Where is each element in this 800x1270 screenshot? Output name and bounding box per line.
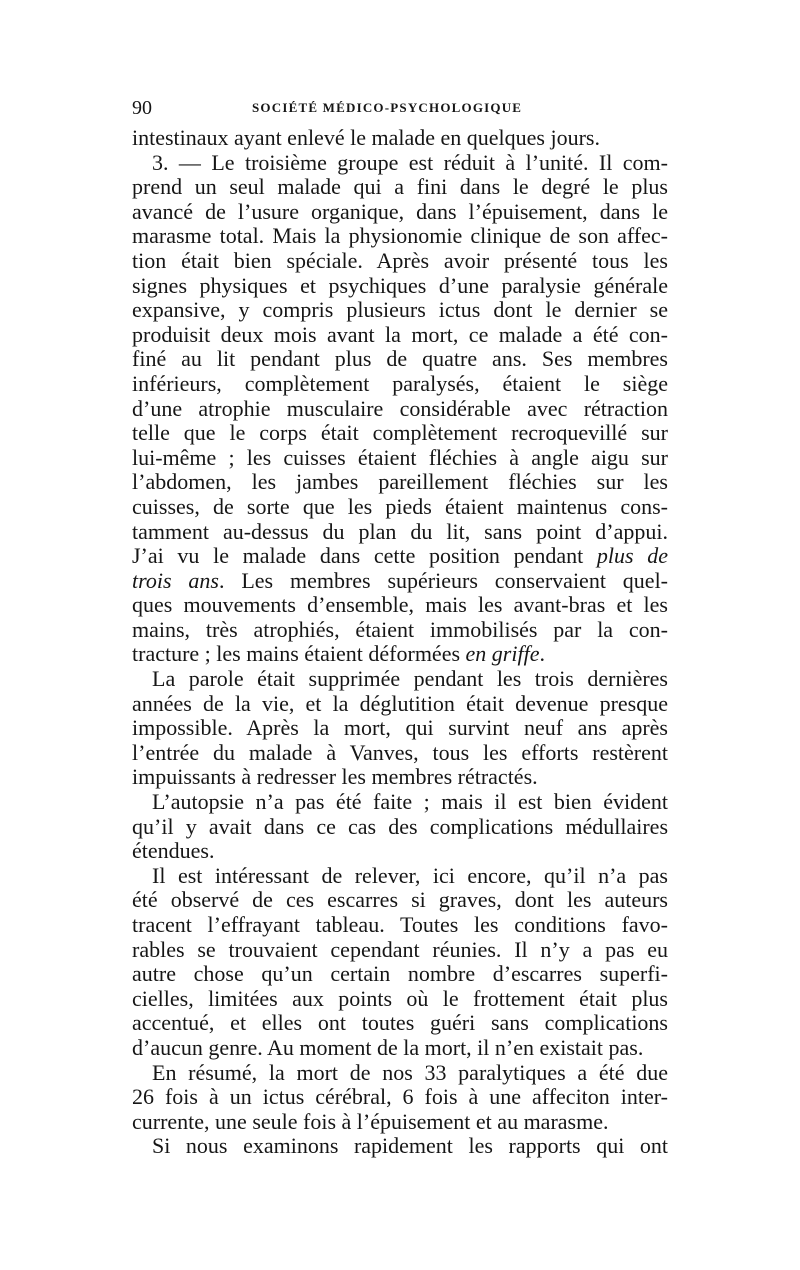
text-line-main: d’aucun genre. Au moment de la mort, il n’en existait pas. (132, 1034, 644, 1060)
text-line-main: cielles, limitées aux points où le frottement était plus (132, 985, 668, 1011)
text-line (132, 495, 668, 520)
text-line (132, 274, 668, 299)
text-line-main: L’autopsie n’a pas été faite ; mais il est bien évident (152, 789, 668, 815)
text-line-main: Il est intéressant de relever, ici encore, qu’il n’a pas (152, 862, 668, 888)
book-page (132, 94, 668, 1159)
text-line (132, 126, 668, 151)
text-line (132, 446, 668, 471)
text-line-main: signes physiques et psychiques d’une paralysie générale (132, 272, 668, 298)
text-line (132, 372, 668, 397)
text-line-main: autre chose qu’un certain nombre d’escarres superfi- (132, 961, 668, 987)
text-line-main: Si nous examinons rapidement les rapports qui ont (152, 1133, 668, 1159)
text-line (132, 421, 668, 446)
text-line (132, 298, 668, 323)
text-line-main: d’une atrophie musculaire considérable avec rétraction (132, 395, 668, 421)
text-line (132, 347, 668, 372)
italic-text: plus de (596, 543, 668, 569)
text-line-main: accentué, et elles ont toutes guéri sans complications (132, 1010, 668, 1036)
text-line (132, 716, 668, 741)
text-line-main: currente, une seule fois à l’épuisement et au marasme. (132, 1108, 609, 1134)
text-line (132, 520, 668, 545)
text-line (132, 569, 668, 594)
text-line-main: l’abdomen, les jambes pareillement fléchies sur les (132, 469, 668, 495)
text-line (132, 1085, 668, 1110)
text-line-main: 3. — Le troisième groupe est réduit à l’unité. Il com- (152, 149, 668, 175)
text-line-main: tion était bien spéciale. Après avoir présenté tous les (132, 247, 668, 273)
text-line-main: lui-même ; les cuisses étaient fléchies à angle aigu sur (132, 444, 668, 470)
text-line (132, 692, 668, 717)
text-line-main: l’entrée du malade à Vanves, tous les efforts restèrent (132, 739, 668, 765)
text-line-main: marasme total. Mais la physionomie clinique de son affec- (132, 223, 668, 249)
text-line (132, 667, 668, 692)
text-line-main: prend un seul malade qui a fini dans le degré le plus (132, 174, 668, 200)
text-line-main: produisit deux mois avant la mort, ce malade a été con- (132, 321, 668, 347)
text-line-main: telle que le corps était complètement recroquevillé sur (132, 420, 668, 446)
text-line (132, 765, 668, 790)
text-line-main: J’ai vu le malade dans cette position pendant (132, 543, 597, 569)
text-line-main: qu’il y avait dans ce cas des complications médullaires (132, 813, 668, 839)
text-line-main: étendues. (132, 838, 215, 864)
text-line (132, 1011, 668, 1036)
running-title: SOCIÉTÉ MÉDICO-PSYCHOLOGIQUE (252, 100, 523, 115)
text-line (132, 224, 668, 249)
text-line-main: tamment au-dessus du plan du lit, sans point d’appui. (132, 518, 668, 544)
text-line (132, 397, 668, 422)
text-line-main: été observé de ces escarres si graves, dont les auteurs (132, 887, 668, 913)
text-line (132, 741, 668, 766)
page-number: 90 (132, 97, 152, 119)
text-line (132, 938, 668, 963)
text-line-main: avancé de l’usure organique, dans l’épuisement, dans le (132, 198, 668, 224)
text-line-main: impossible. Après la mort, qui survint neuf ans après (132, 715, 668, 741)
text-line-main: tracture ; les mains étaient déformées (132, 641, 466, 667)
text-line (132, 151, 668, 176)
text-line-main: En résumé, la mort de nos 33 paralytiques a été due (152, 1059, 668, 1085)
text-line (132, 864, 668, 889)
text-line-main: expansive, y compris plusieurs ictus dont le dernier se (132, 297, 668, 323)
text-line-main: années de la vie, et la déglutition était devenue presque (132, 690, 668, 716)
text-line (132, 987, 668, 1012)
text-line (132, 200, 668, 225)
text-line-main: ques mouvements d’ensemble, mais les avant-bras et les (132, 592, 668, 618)
text-line (132, 888, 668, 913)
body-text (132, 126, 668, 1159)
text-line (132, 1110, 668, 1135)
text-line (132, 1061, 668, 1086)
text-line (132, 790, 668, 815)
text-line-main: La parole était supprimée pendant les trois dernières (152, 666, 668, 692)
text-line-main: 26 fois à un ictus cérébral, 6 fois à une affeciton inter- (132, 1084, 668, 1110)
text-line-main: mains, très atrophiés, étaient immobilisés par la con- (132, 616, 668, 642)
text-line (132, 175, 668, 200)
text-line (132, 1134, 668, 1159)
text-line (132, 544, 668, 569)
text-line-rest: . (539, 641, 545, 667)
text-line-main: tracent l’effrayant tableau. Toutes les conditions favo- (132, 912, 668, 937)
text-line (132, 839, 668, 864)
text-line (132, 913, 668, 938)
text-line (132, 962, 668, 987)
text-line-main: cuisses, de sorte que les pieds étaient maintenus cons- (132, 493, 668, 519)
text-line (132, 618, 668, 643)
text-line-main: impuissants à redresser les membres rétractés. (132, 764, 538, 790)
text-line-main: inférieurs, complètement paralysés, étaient le siège (132, 370, 668, 396)
italic-text: en griffe (465, 641, 540, 667)
text-line (132, 1036, 668, 1061)
text-line-main: finé au lit pendant plus de quatre ans. Ses membres (132, 346, 668, 372)
text-line (132, 323, 668, 348)
text-line-rest: . Les membres supérieurs conservaient quel- (218, 567, 669, 593)
running-head (132, 94, 668, 122)
italic-text: trois ans (132, 567, 219, 593)
text-line (132, 642, 668, 667)
text-line (132, 249, 668, 274)
text-line (132, 593, 668, 618)
text-line-main: intestinaux ayant enlevé le malade en quelques jours. (132, 125, 600, 150)
text-line-main: rables se trouvaient cependant réunies. Il n’y a pas eu (132, 936, 668, 962)
text-line (132, 815, 668, 840)
text-line (132, 470, 668, 495)
